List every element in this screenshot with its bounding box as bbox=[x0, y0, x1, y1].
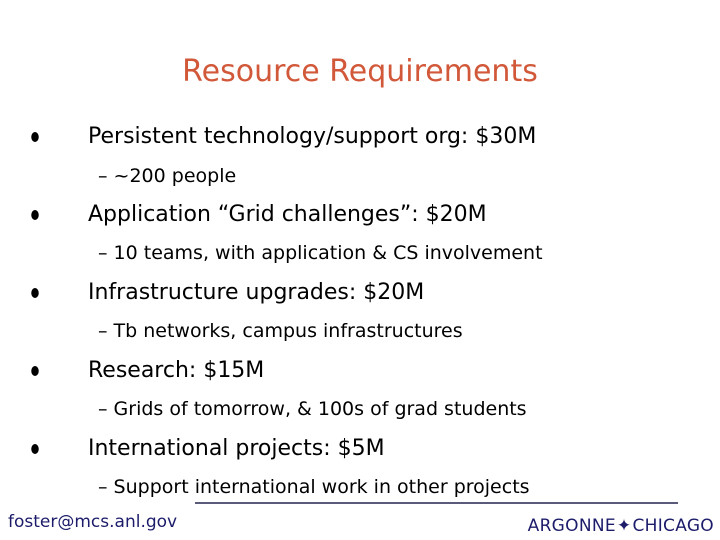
bullet-text: Research: $15M bbox=[88, 358, 265, 383]
footer-divider bbox=[195, 502, 678, 504]
sub-bullet-text: – ~200 people bbox=[98, 165, 237, 187]
bullet-dot-icon bbox=[31, 132, 39, 142]
footer-brand-logo bbox=[528, 514, 714, 538]
sub-bullet-text: – 10 teams, with application & CS involvement bbox=[98, 242, 543, 264]
footer-email: foster@mcs.anl.gov bbox=[8, 512, 178, 532]
bullet-text: International projects: $5M bbox=[88, 436, 385, 461]
footer-brand-left: ARGONNE bbox=[527, 516, 616, 536]
slide-title: Resource Requirements bbox=[182, 54, 538, 89]
bullet-dot-icon bbox=[31, 366, 39, 376]
bullet-text: Infrastructure upgrades: $20M bbox=[88, 280, 425, 305]
star-icon: ✦ bbox=[616, 516, 632, 536]
bullet-dot-icon bbox=[31, 210, 39, 220]
sub-bullet-text: – Support international work in other projects bbox=[98, 476, 530, 498]
footer-brand-right: CHICAGO bbox=[632, 516, 714, 536]
bullet-text: Application “Grid challenges”: $20M bbox=[88, 202, 487, 227]
sub-bullet-text: – Grids of tomorrow, & 100s of grad students bbox=[98, 398, 527, 420]
bullet-text: Persistent technology/support org: $30M bbox=[88, 124, 537, 149]
sub-bullet-text: – Tb networks, campus infrastructures bbox=[98, 320, 463, 342]
bullet-dot-icon bbox=[31, 288, 39, 298]
bullet-dot-icon bbox=[31, 444, 39, 454]
